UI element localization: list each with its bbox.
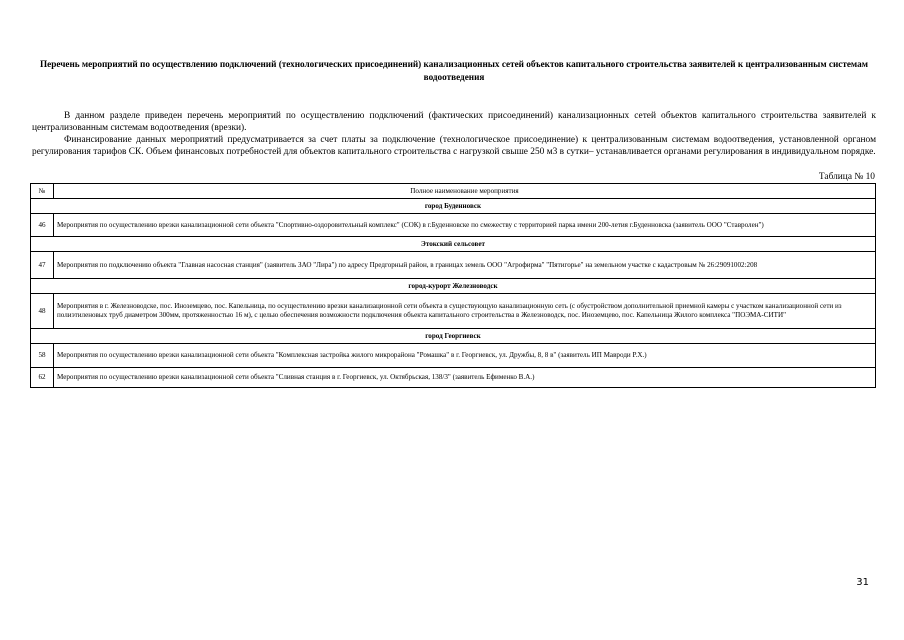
- row-number: 46: [31, 214, 54, 237]
- section-row: [31, 329, 876, 344]
- section-title: Этокский сельсовет: [31, 237, 876, 252]
- row-description: Мероприятия по осуществлению врезки канализационной сети объекта "Сливная станция в г. Георгиевск, ул. Октябрьская, 138/3" (заявитель Ефименко В.А.): [54, 368, 876, 388]
- page-title: Перечень мероприятий по осуществлению подключений (технологических присоединений) канализационных сетей объектов капитального строительства заявителей к централизованным системам водоотведения: [40, 59, 868, 82]
- row-number: 62: [31, 368, 54, 388]
- section-title: город-курорт Железноводск: [31, 279, 876, 294]
- row-number: 58: [31, 344, 54, 368]
- header-name: Полное наименование мероприятия: [54, 184, 876, 199]
- row-description: Мероприятия по подключению объекта "Главная насосная станция" (заявитель ЗАО "Лира") по адресу Предгорный район, в границах земель ООО "Агрофирма" "Пятигорье" на земельном участке с кадастровым № 26:29091002:208: [54, 252, 876, 279]
- section-row: [31, 279, 876, 294]
- section-row: [31, 199, 876, 214]
- measures-table: [30, 183, 876, 388]
- table-row: [31, 252, 876, 279]
- row-description: Мероприятия по осуществлению врезки канализационной сети объекта "Спортивно-оздоровительный комплекс" (СОК) в г.Буденновске по смежеству с территорией парка имени 200-летия г.Буденновска (заявитель ООО "Ставролен"): [54, 214, 876, 237]
- intro-paragraph: В данном разделе приведен перечень мероприятий по осуществлению подключений (фактических присоединений) канализационных сетей объектов капитального строительства заявителей к централизованным системам водоотведения (врезки).: [32, 111, 876, 133]
- intro-paragraph: Финансирование данных мероприятий предусматривается за счет платы за подключение (технологическое присоединение) к централизованным системам водоотведения, установленной органом регулирования тарифов СК. Объем финансовых потребностей для объектов капитального строительства с нагрузкой свыше 250 м3 в сутки– устанавливается органами регулирования в индивидуальном порядке.: [32, 135, 876, 157]
- header-num: №: [31, 184, 54, 199]
- section-row: [31, 237, 876, 252]
- intro-text: [32, 110, 876, 158]
- table-row: [31, 344, 876, 368]
- row-description: Мероприятия по осуществлению врезки канализационной сети объекта "Комплексная застройка жилого микрорайона "Ромашка" в г. Георгиевск, ул. Дружбы, 8, 8 в" (заявитель ИП Мавроди Р.Х.): [54, 344, 876, 368]
- row-number: 48: [31, 294, 54, 329]
- row-description: Мероприятия в г. Железноводске, пос. Иноземцево, пос. Капельница, по осуществлению врезки канализационной сети объекта в существующую канализационную сеть (с обустройством дополнительной приемной камеры с участком канализационной сети из полиэтиленовых труб диаметром 300мм, протяженностью 16 м), с целью обеспечения возможности подключения объекта капитального строительства в Железноводск, пос. Иноземцево, пос. Капельница Жилого комплекса "ПОЭМА-СИТИ": [54, 294, 876, 329]
- section-title: город Буденновск: [31, 199, 876, 214]
- table-row: [31, 214, 876, 237]
- table-row: [31, 294, 876, 329]
- section-title: город Георгиевск: [31, 329, 876, 344]
- table-row: [31, 368, 876, 388]
- row-number: 47: [31, 252, 54, 279]
- page-number: 31: [856, 577, 869, 588]
- table-number: Таблица № 10: [818, 172, 875, 182]
- table-header-row: [31, 184, 876, 199]
